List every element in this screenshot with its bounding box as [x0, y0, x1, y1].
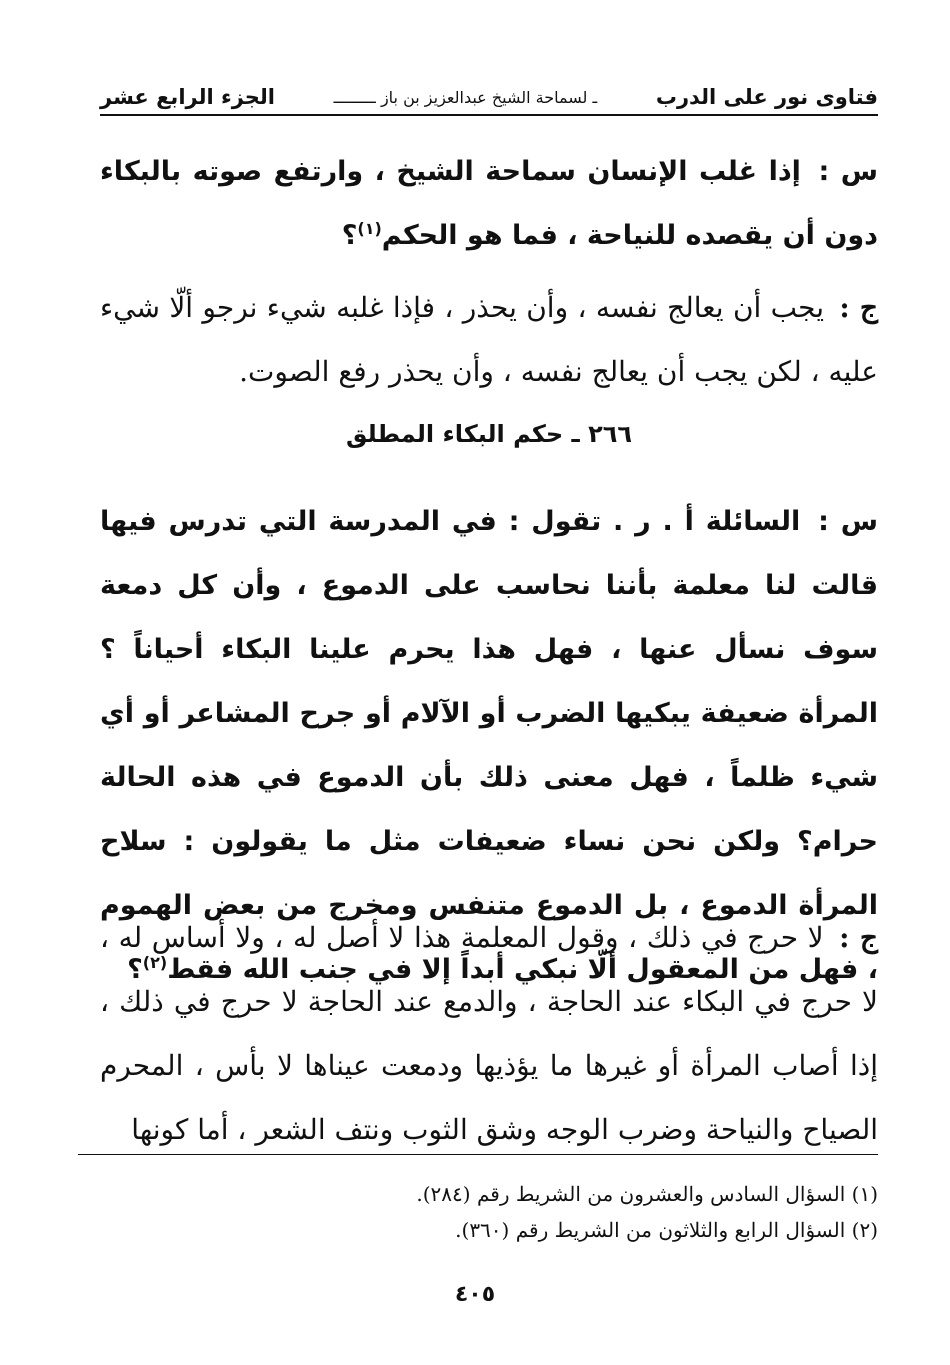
- footnote-2: (٢) السؤال الرابع والثلاثون من الشريط رقم (٣٦٠).: [455, 1218, 878, 1242]
- footnote-ref-1: (١): [357, 219, 382, 238]
- answer-text: لا حرج في ذلك ، وقول المعلمة هذا لا أصل له ، ولا أساس له ، لا حرج في البكاء عند الحاجة ، والدمع عند الحاجة لا حرج في ذلك ، إذا أصاب المرأة أو غيرها ما يؤذيها ودمعت عيناها لا بأس ، المحرم الصياح والنياحة وضرب الوجه وشق الثوب ونتف الشعر ، أما كونها: [100, 921, 878, 1146]
- question-1: [100, 140, 878, 268]
- answer-2: [100, 906, 878, 1162]
- question-marker: س :: [818, 506, 878, 537]
- question-marker: س :: [818, 156, 878, 187]
- answer-text: يجب أن يعالج نفسه ، وأن يحذر ، فإذا غلبه شيء نرجو ألّا شيء عليه ، لكن يجب أن يعالج نفسه ، وأن يحذر رفع الصوت.: [100, 291, 878, 388]
- footnote-1: (١) السؤال السادس والعشرون من الشريط رقم (٢٨٤).: [416, 1182, 878, 1206]
- footnote-ref-2: (٢): [142, 953, 168, 972]
- book-title: فتاوى نور على الدرب: [655, 85, 878, 109]
- question-end: ؟: [127, 954, 143, 985]
- author-line: ـ لسماحة الشيخ عبدالعزيز بن باز ـــــــــ: [333, 87, 598, 107]
- page-number: ٤٠٥: [454, 1282, 496, 1307]
- question-text: السائلة أ . ر . تقول : في المدرسة التي تدرس فيها قالت لنا معلمة بأننا نحاسب على الدموع ، وأن كل دمعة سوف نسأل عنها ، فهل هذا يحرم علينا البكاء أحياناً ؟ المرأة ضعيفة يبكيها الضرب أو الآلام أو جرح المشاعر أو أي شيء ظلماً ، فهل معنى ذلك بأن الدموع في هذه الحالة حرام؟ ولكن نحن نساء ضعيفات مثل ما يقولون : سلاح المرأة الدموع ، بل الدموع متنفس ومخرج من بعض الهموم ، فهل من المعقول ألّا نبكي أبداً إلا في جنب الله فقط: [100, 506, 878, 985]
- footnote-divider: [78, 1154, 878, 1155]
- question-text: إذا غلب الإنسان سماحة الشيخ ، وارتفع صوته بالبكاء دون أن يقصده للنياحة ، فما هو الحكم: [100, 156, 878, 251]
- answer-marker: ج :: [839, 291, 878, 324]
- volume-label: الجزء الرابع عشر: [100, 85, 275, 109]
- question-end: ؟: [341, 220, 358, 251]
- section-heading: ٢٦٦ ـ حكم البكاء المطلق: [345, 420, 633, 448]
- answer-marker: ج :: [839, 921, 878, 954]
- running-header: [100, 80, 878, 116]
- answer-1: [100, 276, 878, 404]
- footnotes: [100, 1176, 878, 1248]
